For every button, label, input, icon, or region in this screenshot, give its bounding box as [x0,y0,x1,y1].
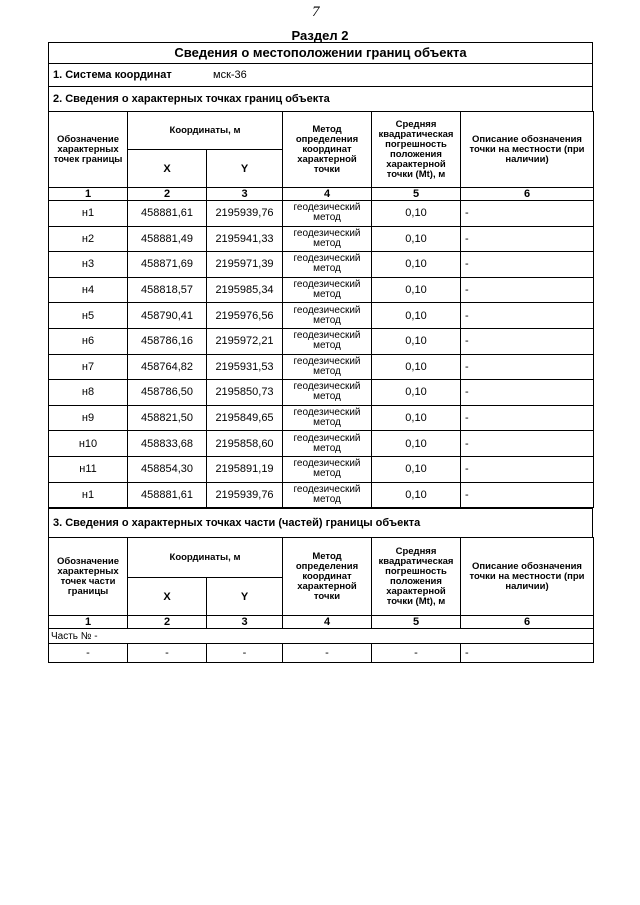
y-cell: 2195858,60 [207,431,283,457]
description-cell: - [461,431,594,457]
empty-cell: - [49,644,128,663]
y-cell: 2195972,21 [207,328,283,354]
x-cell: 458854,30 [128,456,207,482]
column-number: 5 [372,616,461,629]
part-header-accuracy: Средняя квадратическая погрешность положения характерной точки (Mt), м [372,538,461,616]
method-cell: геодезический метод [283,405,372,431]
empty-cell: - [283,644,372,663]
description-cell: - [461,405,594,431]
accuracy-cell: 0,10 [372,380,461,406]
part-empty-row [49,644,594,663]
point-cell: н4 [49,277,128,303]
part-header-designation: Обозначение характерных точек части границы [49,538,128,616]
accuracy-cell: 0,10 [372,303,461,329]
description-cell: - [461,252,594,278]
x-cell: 458821,50 [128,405,207,431]
method-cell: геодезический метод [283,252,372,278]
y-cell: 2195849,65 [207,405,283,431]
table-row [49,201,594,227]
table-row [49,252,594,278]
part-header-y: Y [207,578,283,616]
method-cell: геодезический метод [283,380,372,406]
y-cell: 2195850,73 [207,380,283,406]
part-label-row [49,629,594,644]
part-header-method: Метод определения координат характерной точки [283,538,372,616]
description-cell: - [461,380,594,406]
x-cell: 458790,41 [128,303,207,329]
part-column-numbers [49,616,594,629]
accuracy-cell: 0,10 [372,201,461,227]
section-title: Раздел 2 [291,28,349,43]
section3-title: 3. Сведения о характерных точках части (частей) границы объекта [48,508,593,537]
table-row [49,328,594,354]
x-cell: 458764,82 [128,354,207,380]
x-cell: 458818,57 [128,277,207,303]
description-cell: - [461,201,594,227]
header-y: Y [207,150,283,188]
x-cell: 458881,49 [128,226,207,252]
x-cell: 458881,61 [128,201,207,227]
part-label: Часть № - [49,629,594,644]
column-number: 2 [128,188,207,201]
point-cell: н5 [49,303,128,329]
column-number: 5 [372,188,461,201]
method-cell: геодезический метод [283,303,372,329]
point-cell: н6 [49,328,128,354]
point-cell: н3 [49,252,128,278]
points-table [48,111,594,508]
y-cell: 2195941,33 [207,226,283,252]
part-header-coordinates: Координаты, м [128,538,283,578]
y-cell: 2195939,76 [207,201,283,227]
table-row [49,277,594,303]
column-number: 6 [461,616,594,629]
method-cell: геодезический метод [283,482,372,508]
empty-cell: - [207,644,283,663]
x-cell: 458871,69 [128,252,207,278]
accuracy-cell: 0,10 [372,328,461,354]
column-number: 3 [207,188,283,201]
x-cell: 458786,50 [128,380,207,406]
coordinate-system-value: мск-36 [213,69,247,81]
document-frame [48,42,593,663]
table-row [49,303,594,329]
empty-cell: - [372,644,461,663]
y-cell: 2195939,76 [207,482,283,508]
description-cell: - [461,482,594,508]
y-cell: 2195985,34 [207,277,283,303]
empty-cell: - [461,644,594,663]
header-method: Метод определения координат характерной точки [283,112,372,188]
description-cell: - [461,277,594,303]
accuracy-cell: 0,10 [372,456,461,482]
doc-title: Сведения о местоположении границ объекта [48,42,593,63]
header-accuracy: Средняя квадратическая погрешность положения характерной точки (Mt), м [372,112,461,188]
column-number: 4 [283,188,372,201]
table-row [49,482,594,508]
accuracy-cell: 0,10 [372,354,461,380]
accuracy-cell: 0,10 [372,226,461,252]
table-row [49,456,594,482]
accuracy-cell: 0,10 [372,252,461,278]
description-cell: - [461,303,594,329]
column-number: 3 [207,616,283,629]
header-coordinates: Координаты, м [128,112,283,150]
point-cell: н2 [49,226,128,252]
column-number: 4 [283,616,372,629]
point-cell: н9 [49,405,128,431]
description-cell: - [461,226,594,252]
x-cell: 458881,61 [128,482,207,508]
point-cell: н1 [49,201,128,227]
part-header-description: Описание обозначения точки на местности (при наличии) [461,538,594,616]
description-cell: - [461,328,594,354]
description-cell: - [461,354,594,380]
method-cell: геодезический метод [283,277,372,303]
accuracy-cell: 0,10 [372,482,461,508]
method-cell: геодезический метод [283,431,372,457]
y-cell: 2195976,56 [207,303,283,329]
coordinate-system [48,63,593,86]
header-x: X [128,150,207,188]
table-row [49,405,594,431]
accuracy-cell: 0,10 [372,431,461,457]
y-cell: 2195891,19 [207,456,283,482]
method-cell: геодезический метод [283,226,372,252]
accuracy-cell: 0,10 [372,405,461,431]
page-mark: 7 [312,4,320,20]
part-header-x: X [128,578,207,616]
part-points-table [48,537,594,663]
method-cell: геодезический метод [283,456,372,482]
point-cell: н1 [49,482,128,508]
column-number: 2 [128,616,207,629]
method-cell: геодезический метод [283,201,372,227]
y-cell: 2195971,39 [207,252,283,278]
point-cell: н10 [49,431,128,457]
table-row [49,431,594,457]
empty-cell: - [128,644,207,663]
point-cell: н11 [49,456,128,482]
y-cell: 2195931,53 [207,354,283,380]
table-row [49,380,594,406]
column-number: 6 [461,188,594,201]
section2-title: 2. Сведения о характерных точках границ объекта [48,86,593,111]
x-cell: 458833,68 [128,431,207,457]
method-cell: геодезический метод [283,354,372,380]
method-cell: геодезический метод [283,328,372,354]
header-description: Описание обозначения точки на местности (при наличии) [461,112,594,188]
point-cell: н8 [49,380,128,406]
header-designation: Обозначение характерных точек границы [49,112,128,188]
column-numbers [49,188,594,201]
description-cell: - [461,456,594,482]
column-number: 1 [49,616,128,629]
coordinate-system-label: 1. Система координат [53,69,172,81]
table-row [49,354,594,380]
column-number: 1 [49,188,128,201]
table-row [49,226,594,252]
point-cell: н7 [49,354,128,380]
accuracy-cell: 0,10 [372,277,461,303]
x-cell: 458786,16 [128,328,207,354]
